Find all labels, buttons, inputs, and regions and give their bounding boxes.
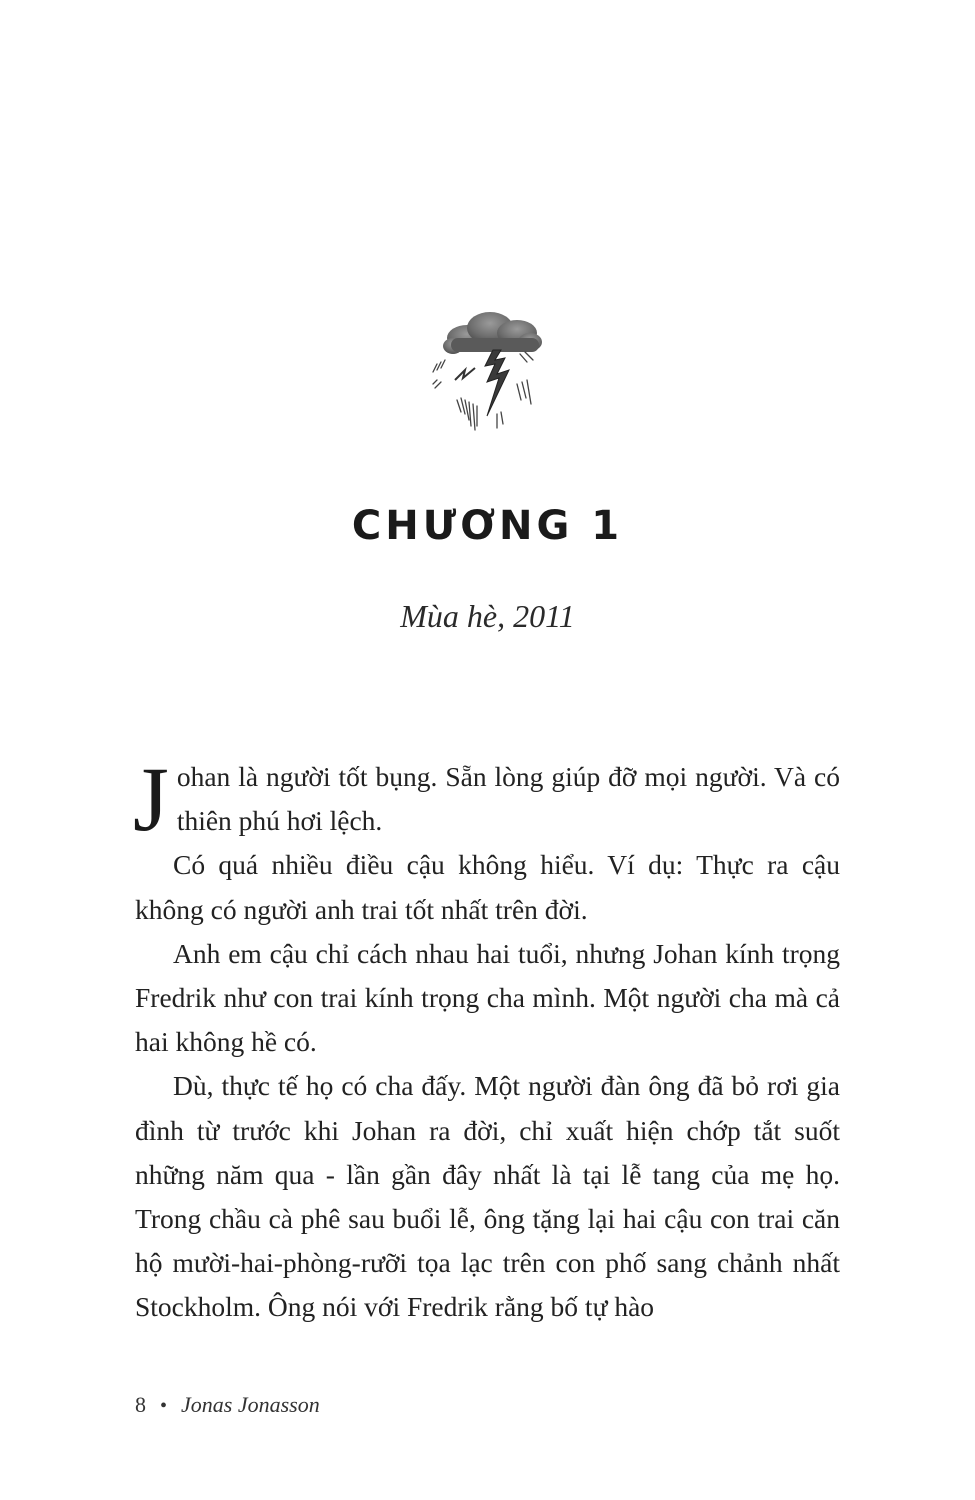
paragraph-1 bbox=[133, 748, 840, 850]
footer-separator: • bbox=[160, 1395, 168, 1417]
page-number: 8 bbox=[135, 1392, 146, 1417]
page-footer bbox=[135, 1392, 320, 1418]
author-name: Jonas Jonasson bbox=[181, 1392, 320, 1417]
paragraph-3: Anh em cậu chỉ cách nhau hai tuổi, nhưng Johan kính trọng Fredrik như con trai kính trọng cha mình. Một người cha mà cả hai không hề có. bbox=[135, 937, 840, 1058]
chapter-subtitle: Mùa hè, 2011 bbox=[400, 598, 575, 634]
paragraph-4: Dù, thực tế họ có cha đấy. Một người đàn ông đã bỏ rơi gia đình từ trước khi Johan ra đời, chỉ xuất hiện chớp tắt suốt những năm qua - lần gần đây nhất là tại lễ tang của mẹ họ. Trong chầu cà phê sau buổi lễ, ông tặng lại hai cậu con trai căn hộ mười-hai-phòng-rưỡi tọa lạc trên con phố sang chảnh nhất Stockholm. Ông nói với Fredrik rằng bố tự hào bbox=[135, 1070, 840, 1323]
drop-cap: J bbox=[133, 748, 169, 850]
cloud-shape bbox=[443, 312, 542, 354]
lightning-bolt bbox=[485, 350, 509, 416]
rain-strokes bbox=[433, 352, 533, 430]
chapter-heading: CHƯƠNG 1 bbox=[351, 503, 624, 549]
paragraph-2: Có quá nhiều điều cậu không hiểu. Ví dụ: Thực ra cậu không có người anh trai tốt nhất trên đời. bbox=[135, 849, 840, 925]
storm-cloud-lightning-icon bbox=[425, 308, 550, 443]
body-text bbox=[133, 748, 840, 1330]
paragraph-1-text: ohan là người tốt bụng. Sẵn lòng giúp đỡ mọi người. Và có thiên phú hơi lệch. bbox=[176, 761, 840, 837]
